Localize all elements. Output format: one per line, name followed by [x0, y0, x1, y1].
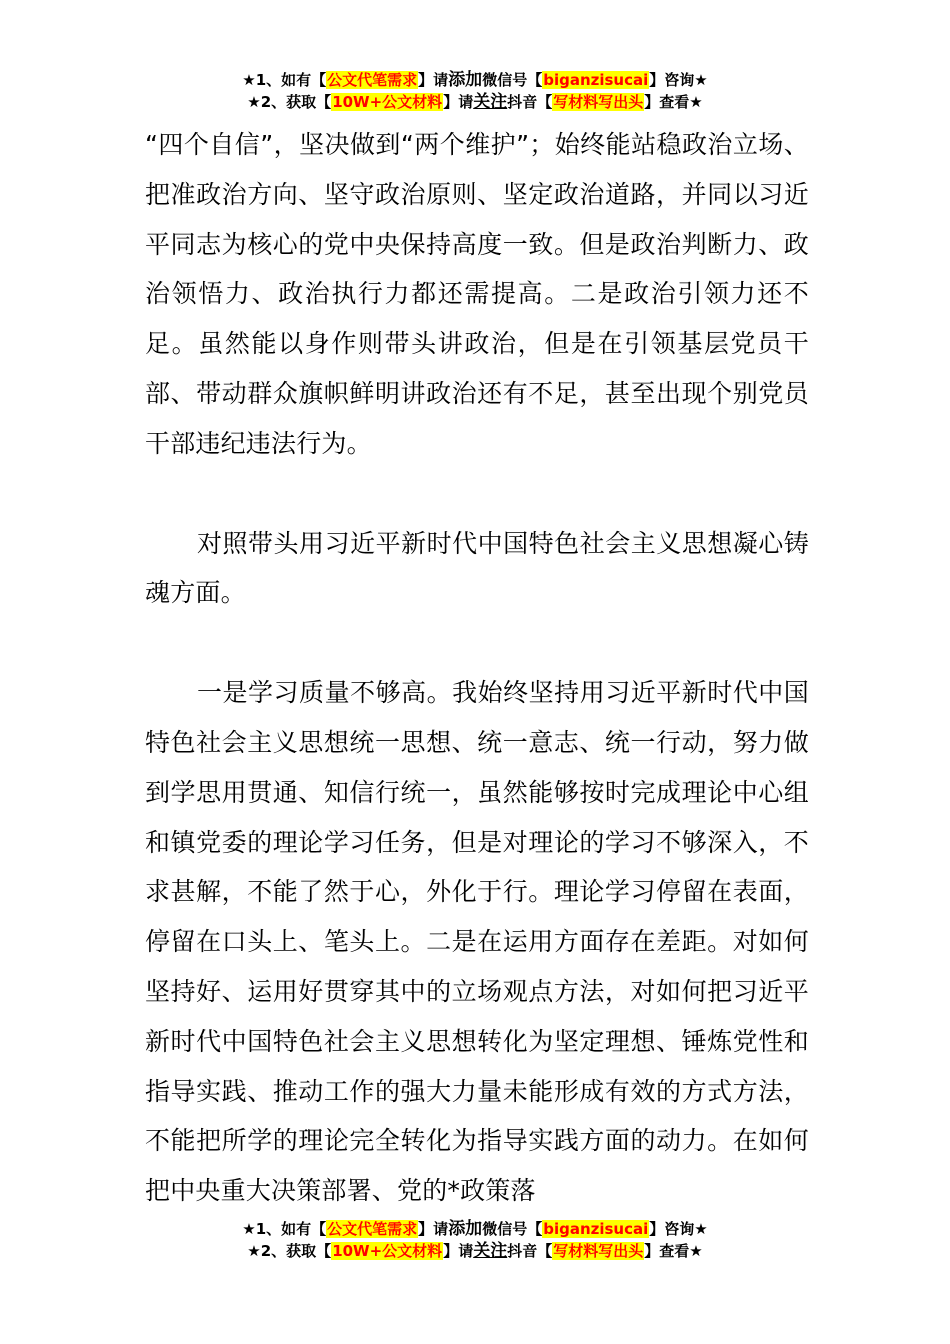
paragraph-gap [145, 469, 809, 519]
star-icon: ★ [242, 1220, 256, 1238]
promo-line-1: ★1、如有【公文代笔需求】请添加微信号【biganzisucai】咨询★ [242, 70, 708, 90]
star-icon: ★ [247, 1242, 261, 1260]
promo-highlight-douyin: 写材料写出头 [553, 1242, 644, 1260]
star-icon: ★ [247, 93, 261, 111]
header-promo [0, 69, 950, 113]
promo-highlight-materials: 10W+公文材料 [332, 1242, 443, 1260]
promo-highlight-service: 公文代笔需求 [327, 1220, 418, 1238]
section-heading-paragraph: 对照带头用习近平新时代中国特色社会主义思想凝心铸魂方面。 [145, 528, 809, 608]
document-body [145, 120, 809, 1216]
body-paragraph-1: “四个自信”，坚决做到“两个维护”；始终能站稳政治立场、把准政治方向、坚守政治原则、坚定政治道路，并同以习近平同志为核心的党中央保持高度一致。但是政治判断力、政治领悟力、政治执行力都还需提高。二是政治引领力还不足。虽然能以身作则带头讲政治，但是在引领基层党员干部、带动群众旗帜鲜明讲政治还有不足，甚至出现个别党员干部违纪违法行为。 [145, 130, 809, 458]
promo-highlight-service: 公文代笔需求 [327, 71, 418, 89]
promo-highlight-materials: 10W+公文材料 [332, 93, 443, 111]
star-icon: ★ [242, 71, 256, 89]
body-paragraph-3: 一是学习质量不够高。我始终坚持用习近平新时代中国特色社会主义思想统一思想、统一意志、统一行动，努力做到学思用贯通、知信行统一，虽然能够按时完成理论中心组和镇党委的理论学习任务，但是对理论的学习不够深入，不求甚解，不能了然于心，外化于行。理论学习停留在表面，停留在口头上、笔头上。二是在运用方面存在差距。对如何坚持好、运用好贯穿其中的立场观点方法，对如何把习近平新时代中国特色社会主义思想转化为坚定理想、锤炼党性和指导实践、推动工作的强大力量未能形成有效的方式方法，不能把所学的理论完全转化为指导实践方面的动力。在如何把中央重大决策部署、党的*政策落 [145, 678, 809, 1206]
footer-promo [0, 1218, 950, 1262]
promo-highlight-douyin: 写材料写出头 [553, 93, 644, 111]
promo-line-1: ★1、如有【公文代笔需求】请添加微信号【biganzisucai】咨询★ [242, 1219, 708, 1239]
promo-line-2: ★2、获取【10W+公文材料】请关注抖音【写材料写出头】查看★ [247, 1241, 703, 1261]
promo-highlight-wechat-id: biganzisucai [543, 1220, 649, 1238]
paragraph-gap [145, 618, 809, 668]
promo-highlight-wechat-id: biganzisucai [543, 71, 649, 89]
promo-line-2: ★2、获取【10W+公文材料】请关注抖音【写材料写出头】查看★ [247, 92, 703, 112]
